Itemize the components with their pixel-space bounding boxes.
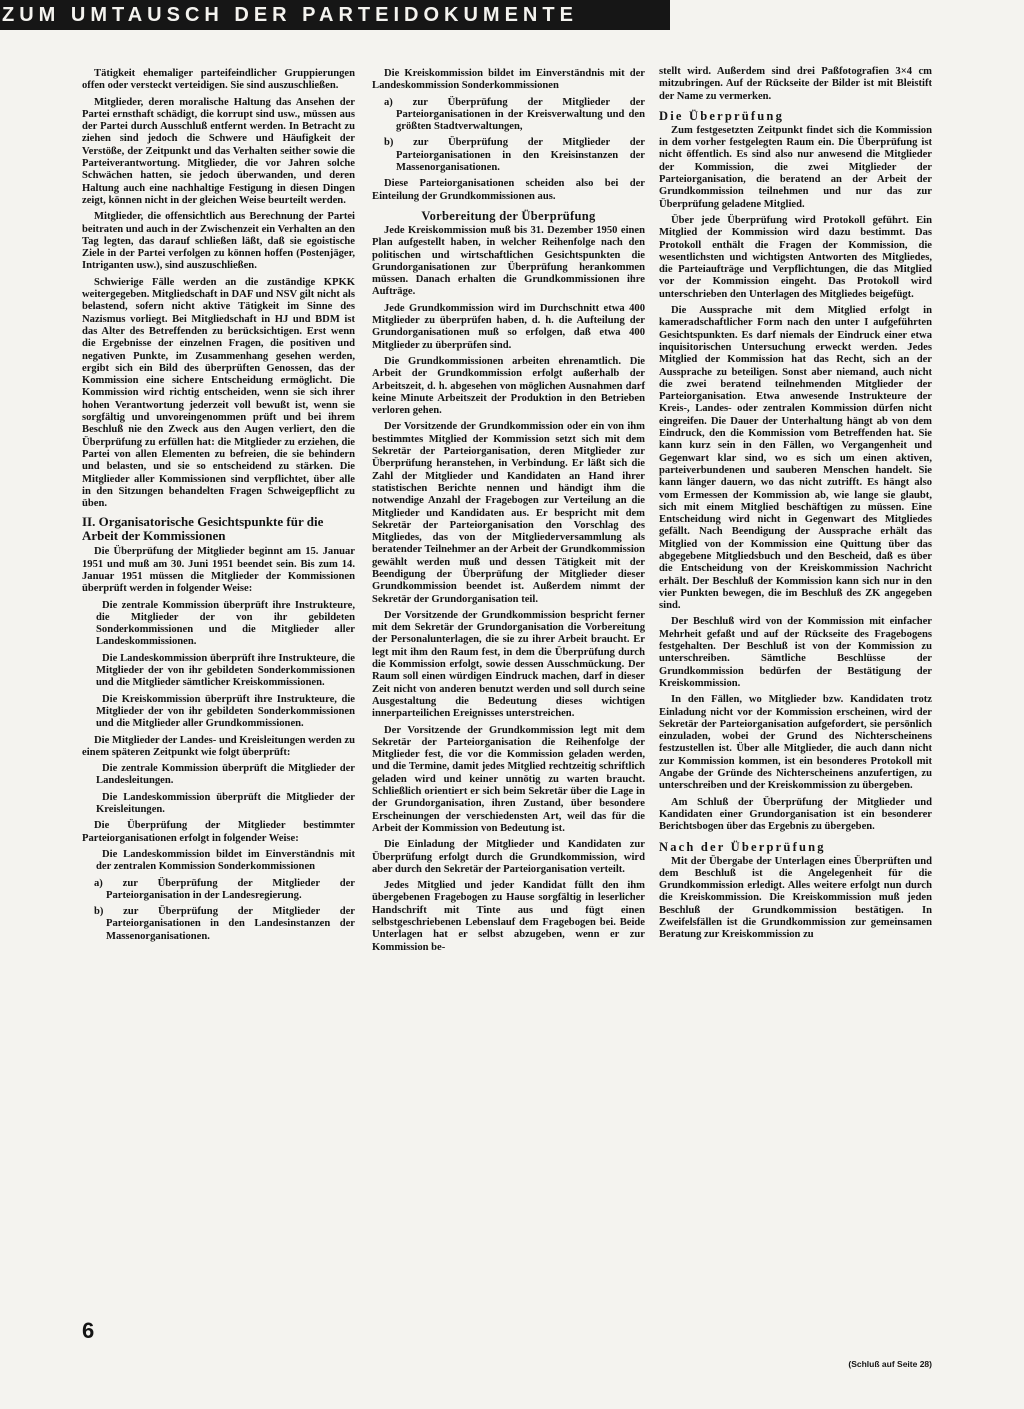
section-banner: ZUM UMTAUSCH DER PARTEIDOKUMENTE [0, 0, 670, 30]
paragraph: Die Aussprache mit dem Mitglied erfolgt in kameradschaftlicher Form nach den unter I aufgeführten Gesichtspunkten. Es darf niemals der Eindruck einer etwa inquisitorischen Untersuchung erweckt werden. Jedes Mitglied der Kommission hat das Recht, sich an der Aussprache zu beteiligen. Sonst aber niemand, auch nicht die zwei beratend teilnehmenden Mitglieder der Parteiorganisation. Etwa anwesende Instrukteure der Kreis-, Landes- oder zentralen Kommission dürfen nicht eingreifen. Die Dauer der Unterhaltung hängt ab von dem Eindruck, den die Kommission vom Betreffenden hat. Sie kann kurz sein in den Fällen, wo Vergangenheit und Gegenwart klar sind, wo es sich um einen aktiven, parteiverbundenen und sauberen Menschen handelt. Sie kann länger dauern, wo das nicht zutrifft. Es hängt also vom Ermessen der Kommission ab, wie lange sie glaubt, sich mit einem Mitglied beschäftigen zu müssen. Eine Entscheidung wird nicht in Gegenwart des Mitgliedes gefällt. Nach Beendigung der Aussprache erhält das Mitglied von der Kommission eine Quittung über das abgegebene Mitgliedsbuch und den Bescheid, daß es über die Entscheidung von der Kreiskommission Nachricht erhält. Der Beschluß der Kommission kann sich nur in den vier Punkten bewegen, die im Beschluß des ZK angegeben sind. [659, 305, 932, 612]
paragraph: Jedes Mitglied und jeder Kandidat füllt den ihm übergebenen Fragebogen zu Hause sorgfältig in leserlicher Handschrift mit Tinte aus und fügt einen selbstgeschriebenen Lebenslauf dem Fragebogen bei. Beide Unterlagen hat er selbst abzugeben, wenn er zur Kommission be- [372, 880, 645, 953]
paragraph: Tätigkeit ehemaliger parteifeindlicher Gruppierungen offen oder versteckt verteidigen. Sie sind auszuschließen. [82, 68, 355, 92]
paragraph: In den Fällen, wo Mitglieder bzw. Kandidaten trotz Einladung nicht vor der Kommission erscheinen, wird der Sekretär der Parteiorganisation aufgefordert, sie persönlich einzuladen, wobei der Grund des Nichterscheinens festzustellen ist. Über alle Mitglieder, die auch dann nicht zur Kommission kommen, ist ein besonderes Protokoll mit Angabe der Gründe des Nichterscheinens anzufertigen, zu unterschreiben und der Kreiskommission zu übergeben. [659, 694, 932, 792]
paragraph: Die zentrale Kommission überprüft ihre Instrukteure, die Mitglieder der von ihr gebildeten Sonderkommissionen und die Mitglieder aller Landeskommissionen. [96, 599, 355, 648]
subsection-heading: Nach der Überprüfung [659, 839, 826, 854]
paragraph: Der Vorsitzende der Grundkommission legt mit dem Sekretär der Parteiorganisation die Reihenfolge der Mitglieder fest, die vor die Kommission geladen werden, und die Termine, damit jedes Mitglied rechtzeitig schriftlich geladen wird und keiner unnötig zu warten braucht. Schließlich orientiert er sich beim Sekretär über die Lage in der Grundorganisation, ihren Zustand, über besondere Erscheinungen der verschiedensten Art, weil das für die Arbeit der Kommission von Bedeutung ist. [372, 724, 645, 834]
section-heading: II. Organisatorische Gesichtspunkte für die Arbeit der Kommissionen [82, 514, 324, 544]
page-number: 6 [82, 1318, 95, 1343]
continuation-note: (Schluß auf Seite 28) [848, 1359, 932, 1369]
paragraph: Die zentrale Kommission überprüft die Mitglieder der Landesleitungen. [96, 763, 355, 787]
paragraph: Die Überprüfung der Mitglieder beginnt am 15. Januar 1951 und muß am 30. Juni 1951 beendet sein. Bis zum 14. Januar 1951 müssen die Mitglieder der Kommissionen überprüft werden in folgender Weise: [82, 546, 355, 595]
paragraph: Die Landeskommission überprüft ihre Instrukteure, die Mitglieder der von ihr gebildeten Sonderkommissionen und die Mitglieder sämtlicher Kreiskommissionen. [96, 652, 355, 689]
paragraph: Jede Grundkommission wird im Durchschnitt etwa 400 Mitglieder zu überprüfen haben, d. h. die Aufteilung der Grundorganisationen muß so erfolgen, daß etwa 400 Mitglieder zu überprüfen sind. [372, 302, 645, 351]
paragraph: b) zur Überprüfung der Mitglieder der Parteiorganisationen in den Landesinstanzen der Massenorganisationen. [94, 906, 355, 942]
paragraph: Der Beschluß wird von der Kommission mit einfacher Mehrheit gefaßt und auf der Rückseite des Fragebogens festgehalten. Der Beschluß ist von der Kommission zu unterschreiben. Sämtliche Beschlüsse der Grundkommission bedürfen der Bestätigung der Kreiskommission. [659, 616, 932, 689]
paragraph: Mitglieder, deren moralische Haltung das Ansehen der Partei ernsthaft schädigt, die korrupt sind usw., müssen aus der Partei durch Ausschluß entfernt werden. In Betracht zu ziehen sind jedoch die Schwere und Häufigkeit der Verstöße, der Zeitpunkt und das Verhalten seither sowie die Parteiverantwortung. Mitglieder, die vor Jahren solche Schwächen hatten, sie jedoch überwanden, und deren Haltung auch eine nachhaltige Festigung in diesen Dingen zeigt, können nicht in der gleichen Weise beurteilt werden. [82, 96, 355, 206]
paragraph: b) zur Überprüfung der Mitglieder der Parteiorganisationen in den Kreisinstanzen der Massenorganisationen. [384, 137, 645, 174]
subsection-heading: Vorbereitung der Überprüfung [421, 208, 596, 223]
paragraph: Mit der Übergabe der Unterlagen eines Überprüften und dem Beschluß ist die Angelegenheit für die Grundkommission erledigt. Alles weitere erfolgt nun durch die Kreiskommission. Die Kreiskommission muß jeden Beschluß der Grundkommission bestätigen. In Zweifelsfällen ist die Grundkommission zur gemeinsamen Beratung zur Kreiskommission zu [659, 855, 932, 941]
paragraph: Die Überprüfung der Mitglieder bestimmter Parteiorganisationen erfolgt in folgender Weise: [82, 820, 355, 844]
paragraph: Die Kreiskommission bildet im Einverständnis mit der Landeskommission Sonderkommissionen [372, 68, 645, 92]
paragraph: Am Schluß der Überprüfung der Mitglieder und Kandidaten einer Grundorganisation ist ein besonderer Berichtsbogen über das Ergebnis zu übergeben. [659, 796, 932, 833]
paragraph: Der Vorsitzende der Grundkommission bespricht ferner mit dem Sekretär der Grundorganisation die Vorbereitung der Personalunterlagen, die sie zu ihrer Arbeit braucht. Er legt mit ihm den Raum fest, in dem die Überprüfung durch die Kommission erfolgt, sowie dessen Ausschmückung. Der Raum soll einen würdigen Eindruck machen, darf in dieser Zeit nicht von anderen benutzt werden und soll durch seine Ausgestaltung die Bedeutung dieses wichtigen innerparteilichen Ereignisses unterstreichen. [372, 609, 645, 720]
paragraph: Über jede Überprüfung wird Protokoll geführt. Ein Mitglied der Kommission wird dazu bestimmt. Das Protokoll enthält die Fragen der Kommission, die wesentlichsten und wichtigsten Antworten des Mitgliedes, die Parteiaufträge und Verpflichtungen, die das Mitglied vor der Kommission eingeht. Das Protokoll wird unterschrieben den Unterlagen des Mitgliedes beigefügt. [659, 214, 932, 300]
paragraph: Zum festgesetzten Zeitpunkt findet sich die Kommission in dem vorher festgelegten Raum ein. Die Überprüfung ist nicht öffentlich. Es sind also nur anwesend die Mitglieder der Kommission, die zwei Mitglieder der Parteiorganisation, die beratend an der Arbeit der Grundkommission teilnehmen und nur das zur Überprüfung geladene Mitglied. [659, 124, 932, 210]
subsection-heading: Die Überprüfung [659, 108, 785, 123]
paragraph: Schwierige Fälle werden an die zuständige KPKK weitergegeben. Mitgliedschaft in DAF und NSV gilt nicht als belastend, sofern nicht aktive Tätigkeit im Sinne des Nazismus vorliegt. Bei Mitgliedschaft in HJ und BDM ist das Alter des Betreffenden zu berücksichtigen. Erst wenn die Ergebnisse der einzelnen Fragen, die positiven und negativen Punkte, im Zusammenhang gesehen werden, ergibt sich ein Bild des überprüften Genossen, das der Kommission eine sichere Entscheidung ermöglicht. Die Kommission wird richtig entscheiden, wenn sie sich ihrer hohen Verantwortung jederzeit voll bewußt ist, wenn sie sorgfältig und unvoreingenommen prüft und bei ihrem Beschluß nie den Zweck aus den Augen verliert, den die Überprüfung zu erfüllen hat: die Mitglieder zu erziehen, die Partei von allen Elementen zu befreien, die sie behindern und belasten, und sie so entscheidend zu stärken. Die Mitglieder aller Kommissionen sind verpflichtet, über alle in den Sitzungen behandelten Fragen Schweigepflicht zu üben. [82, 276, 355, 510]
paragraph: Die Mitglieder der Landes- und Kreisleitungen werden zu einem späteren Zeitpunkt wie folgt überprüft: [82, 734, 356, 758]
paragraph: stellt wird. Außerdem sind drei Paßfotografien 3×4 cm mitzubringen. Auf der Rückseite der Bilder ist mit Bleistift der Name zu vermerken. [659, 66, 932, 102]
paragraph: Jede Kreiskommission muß bis 31. Dezember 1950 einen Plan aufgestellt haben, in welcher Reihenfolge nach den politischen und wirtschaftlichen Gesichtspunkten die Grundorganisationen zur Überprüfung herankommen müssen. Danach erhalten die Grundkommissionen ihre Aufträge. [372, 224, 645, 298]
column-middle [372, 68, 645, 958]
paragraph: Die Kreiskommission überprüft ihre Instrukteure, die Mitglieder der von ihr gebildeten Sonderkommissionen und die Mitglieder aller Grundkommissionen. [96, 693, 355, 730]
paragraph: a) zur Überprüfung der Mitglieder der Parteiorganisation in der Landesregierung. [94, 877, 355, 901]
paragraph: a) zur Überprüfung der Mitglieder der Parteiorganisationen in der Kreisverwaltung und den größten Stadtverwaltungen, [384, 96, 645, 133]
paragraph: Die Grundkommissionen arbeiten ehrenamtlich. Die Arbeit der Grundkommission erfolgt außerhalb der Arbeitszeit, d. h. abgesehen von möglichen Ausnahmen darf keine Minute Arbeitszeit der Produktion in den Betrieben verloren gehen. [372, 355, 645, 417]
paragraph: Mitglieder, die offensichtlich aus Berechnung der Partei beitraten und auch in der Zwischenzeit ein Verhalten an den Tag legten, das darauf schließen läßt, daß sie egoistische Ziele in der Partei verfolgen zu können hoffen (Postenjäger, Intriganten usw.), sind auszuschließen. [82, 211, 355, 272]
column-right [659, 66, 932, 946]
paragraph: Die Einladung der Mitglieder und Kandidaten zur Überprüfung erfolgt durch die Grundkommission, wird aber durch den Sekretär der Parteiorganisation verteilt. [372, 839, 645, 875]
paragraph: Die Landeskommission überprüft die Mitglieder der Kreisleitungen. [96, 791, 355, 816]
column-left [82, 68, 355, 947]
paragraph: Die Landeskommission bildet im Einverständnis mit der zentralen Kommission Sonderkommissionen [96, 848, 355, 873]
paragraph: Diese Parteiorganisationen scheiden also bei der Einteilung der Grundkommissionen aus. [372, 178, 645, 202]
paragraph: Der Vorsitzende der Grundkommission oder ein von ihm bestimmtes Mitglied der Kommission setzt sich mit dem Sekretär der Parteiorganisation, deren Mitglieder zur Überprüfung heranstehen, in Verbindung. Er läßt sich die Zahl der Mitglieder und Kandidaten an Hand ihrer statistischen Berichte nennen und händigt ihm die notwendige Anzahl der Fragebogen zur Verteilung an die Mitglieder und Kandidaten aus. Er bespricht mit dem Sekretär der Parteiorganisation den Vorschlag des Mitgliedes, das von der Mitgliederversammlung als beratender Teilnehmer an der Arbeit der Grundkommission gewählt werden muß und dessen Tätigkeit mit der Beendigung der Überprüfung der Mitglieder dieser Grundkommission beendet ist. Außerdem nimmt der Sekretär der Grundorganisation teil. [372, 421, 645, 605]
